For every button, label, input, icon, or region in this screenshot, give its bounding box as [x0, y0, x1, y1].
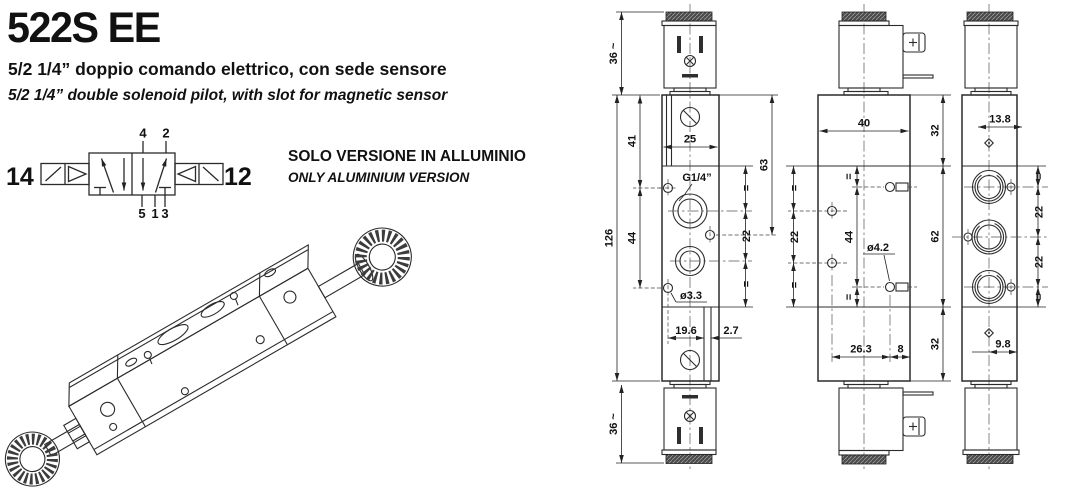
dim-22-a: 22 [1033, 205, 1046, 219]
dim-2-7: 2.7 [723, 325, 739, 337]
valve-body-symbol [89, 141, 175, 207]
dim-8: 8 [897, 343, 904, 356]
dim-32-top: 32 [929, 124, 942, 137]
port-label-5: 5 [138, 206, 146, 221]
subtitle-english: 5/2 1/4” double solenoid pilot, with slot for magnetic sensor [8, 87, 448, 104]
dim-22-b: 22 [1033, 255, 1046, 269]
dim-63: 63 [758, 158, 771, 172]
eq-mark: = [741, 280, 753, 288]
port-label-4: 4 [139, 125, 147, 141]
dim-62: 62 [929, 230, 942, 243]
pilot-box-right [175, 164, 223, 185]
coil-top [965, 26, 1017, 89]
coil-top [839, 26, 903, 89]
knurled-cap-top [967, 12, 1013, 21]
dim-9-8: 9.8 [995, 338, 1011, 351]
subtitle-italian: 5/2 1/4” doppio comando elettrico, con sede sensore [8, 59, 447, 79]
dim-22: 22 [789, 230, 801, 244]
dim-32-bottom: 32 [929, 337, 942, 351]
knurled-cap-bottom [666, 455, 712, 464]
manual-override-knob-right [343, 217, 422, 296]
eq-mark: = [789, 184, 801, 192]
hole-dia-label: ø4.2 [866, 242, 890, 254]
thread-label: G1/4” [682, 172, 712, 184]
valve-3d-body [0, 201, 422, 488]
dim-40: 40 [857, 117, 871, 130]
back-view-drawing [952, 4, 1048, 470]
note-italian: SOLO VERSIONE IN ALLUMINIO [288, 148, 526, 165]
eq-mark: = [843, 293, 856, 301]
port-label-2: 2 [162, 125, 170, 141]
dim-26-3: 26.3 [850, 343, 872, 356]
dim-13-8: 13.8 [989, 113, 1011, 126]
hole-dia-label: ø3.3 [679, 290, 703, 302]
eq-mark: = [843, 173, 856, 180]
coil-bottom [839, 388, 903, 451]
valve-illustration [0, 230, 430, 488]
eq-mark: = [1033, 173, 1046, 180]
pilot-label-12: 12 [224, 163, 252, 191]
dim-126: 126 [603, 228, 616, 248]
knurled-cap-top [666, 12, 712, 21]
eq-mark: = [1033, 293, 1046, 301]
dim-25: 25 [683, 133, 697, 146]
dim-44: 44 [843, 230, 856, 244]
dim-22: 22 [741, 229, 753, 243]
eq-mark: = [741, 184, 753, 192]
technical-drawings [600, 0, 1078, 488]
dim-41: 41 [626, 134, 639, 148]
port-label-3: 3 [161, 206, 169, 221]
dim-36-top: 36 ~ [608, 42, 620, 65]
coil-bottom [965, 388, 1017, 450]
dim-36-bottom: 36 ~ [608, 413, 620, 435]
manual-override-knob-left [0, 422, 69, 488]
dim-19-6: 19.6 [675, 325, 697, 337]
note-english: ONLY ALUMINIUM VERSION [288, 170, 470, 185]
knurled-cap-bottom [967, 455, 1013, 464]
page-title: 522S EE [7, 4, 160, 52]
eq-mark: = [789, 281, 801, 289]
knurled-cap-top [842, 12, 886, 21]
dim-44: 44 [626, 231, 639, 245]
knurled-cap-bottom [842, 455, 886, 464]
front-view-drawing [604, 4, 779, 470]
pilot-box-left [41, 164, 89, 185]
pilot-label-14: 14 [6, 163, 34, 191]
pneumatic-symbol [0, 0, 270, 230]
side-view-drawing [786, 4, 951, 470]
port-label-1: 1 [151, 206, 159, 221]
